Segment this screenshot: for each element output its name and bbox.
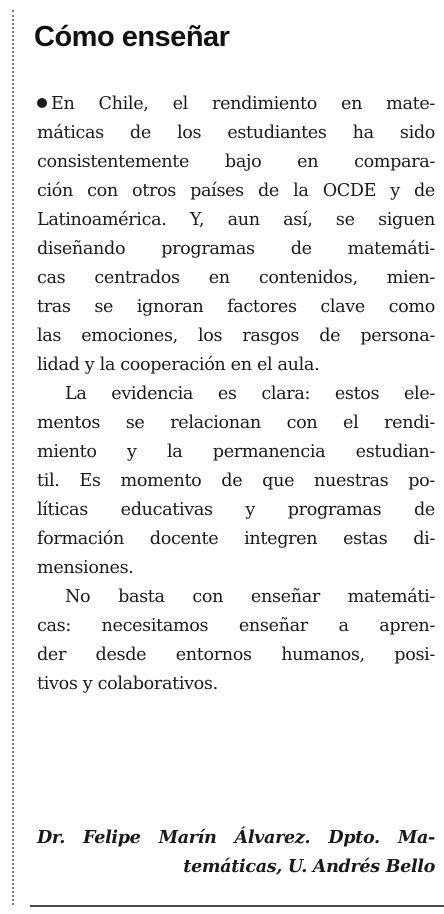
paragraph-3 — [37, 583, 435, 699]
signature-line: Dr. Felipe Marín Álvarez. Dpto. Ma- — [37, 827, 435, 848]
body-line: máticas de los estudiantes ha sido — [37, 123, 435, 143]
body-line: No basta con enseñar matemáti- — [65, 587, 435, 607]
dotted-column-rule — [12, 10, 14, 905]
body-line: der desde entornos humanos, posi- — [37, 645, 435, 665]
paragraph-2 — [37, 380, 435, 583]
body-line — [37, 90, 435, 119]
signature-line: temáticas, U. Andrés Bello — [183, 856, 435, 877]
body-line: cas: necesitamos enseñar a apren- — [37, 616, 435, 636]
body-line-text: En Chile, el rendimiento en mate- — [51, 94, 435, 114]
author-signature — [37, 823, 435, 881]
body-line: formación docente integren estas di- — [37, 529, 435, 549]
bottom-rule — [30, 905, 444, 907]
body-line: líticas educativas y programas de — [37, 500, 435, 520]
body-line: La evidencia es clara: estos ele- — [65, 384, 435, 404]
body-line: til. Es momento de que nuestras po- — [37, 471, 435, 491]
body-line: ción con otros países de la OCDE y de — [37, 181, 435, 201]
body-line: mentos se relacionan con el rendi- — [37, 413, 435, 433]
body-line: lidad y la cooperación en el aula. — [37, 355, 320, 375]
body-line: mensiones. — [37, 558, 134, 578]
body-line: tras se ignoran factores clave como — [37, 297, 435, 317]
body-line: Latinoamérica. Y, aun así, se siguen — [37, 210, 435, 230]
article-body — [37, 90, 435, 699]
body-line: consistentemente bajo en compara- — [37, 152, 435, 172]
body-line: las emociones, los rasgos de persona- — [37, 326, 435, 346]
bullet-icon — [37, 98, 47, 108]
body-line: tivos y colaborativos. — [37, 674, 218, 694]
paragraph-1 — [37, 90, 435, 380]
article-title: Cómo enseñar — [34, 21, 230, 53]
body-line: cas centrados en contenidos, mien- — [37, 268, 435, 288]
body-line: miento y la permanencia estudian- — [37, 442, 435, 462]
body-line: diseñando programas de matemáti- — [37, 239, 435, 259]
